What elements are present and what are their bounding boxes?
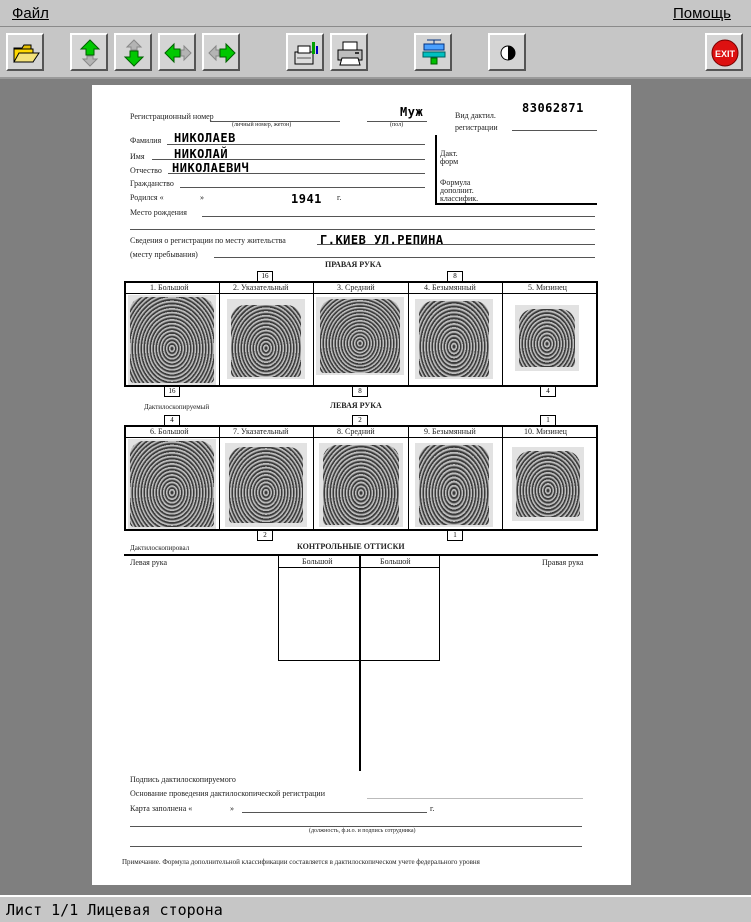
page-left-button[interactable] [158, 33, 196, 71]
menu-help[interactable]: Помощь [673, 5, 731, 22]
card-note: Примечание. Формула дополнительной классификации составляется в дактилоскопическом учете федерального уровня [122, 858, 480, 866]
printer-icon [335, 38, 365, 68]
exit-icon [710, 38, 740, 68]
fingerprint-card [92, 85, 631, 885]
left-finger-9-label: 9. Безымянный [424, 427, 476, 436]
patronymic-value: НИКОЛАЕВИЧ [172, 161, 250, 175]
right-bottom-tab-2: 8 [352, 386, 368, 397]
left-top-tab-3: 1 [540, 415, 556, 426]
residence-value: Г.КИЕВ УЛ.РЕПИНА [320, 233, 444, 247]
exit-icon-label: EXIT [714, 49, 736, 59]
fingerprinter-label: Дактилоскопировал [130, 544, 190, 552]
left-col-div-4 [502, 426, 503, 530]
open-button[interactable] [6, 33, 44, 71]
control-title: КОНТРОЛЬНЫЕ ОТТИСКИ [297, 542, 405, 551]
status-text: Лист 1/1 Лицевая сторона [6, 901, 223, 919]
network-icon [419, 38, 449, 68]
left-finger-6-print [128, 439, 216, 529]
name-label: Имя [130, 152, 145, 161]
surname-line [167, 144, 425, 145]
filled-year: г. [430, 804, 435, 813]
position-sub: (должность, ф.и.о. и подпись сотрудника) [309, 828, 416, 834]
scan-button[interactable] [286, 33, 324, 71]
right-finger-5-label: 5. Мизинец [528, 283, 567, 292]
right-top-tab-2: 8 [447, 271, 463, 282]
birthplace-label: Место рождения [130, 208, 187, 217]
right-top-tab-1: 16 [257, 271, 273, 282]
basis-label: Основание проведения дактилоскопической регистрации [130, 789, 325, 798]
reg-number-label: Регистрационный номер [130, 112, 214, 121]
sex-value: Муж [400, 105, 424, 119]
scanner-icon [291, 38, 321, 68]
birthplace-line [202, 216, 595, 217]
left-col-div-2 [313, 426, 314, 530]
name-value: НИКОЛАЙ [174, 147, 229, 161]
left-finger-10-print [512, 447, 584, 521]
right-finger-4-print [415, 299, 493, 379]
right-col-div-4 [502, 282, 503, 386]
birth-year-suffix: г. [337, 193, 342, 202]
left-hand-title: ЛЕВАЯ РУКА [330, 401, 382, 410]
left-top-tab-2: 2 [352, 415, 368, 426]
reg-number-line [210, 121, 340, 122]
position-line [130, 826, 582, 827]
right-bottom-tab-3: 4 [540, 386, 556, 397]
klassif-label: классифик. [440, 194, 479, 203]
fingerprinted-label: Дактилоскопируемый [144, 403, 210, 411]
patronymic-line [168, 173, 425, 174]
registration-label: регистрации [455, 123, 498, 132]
right-finger-3-print [316, 297, 404, 375]
right-finger-1-label: 1. Большой [150, 283, 189, 292]
stay-line [214, 257, 595, 258]
filled-date-line [242, 812, 427, 813]
sex-sub: (пол) [390, 122, 404, 128]
name-line [152, 159, 425, 160]
surname-value: НИКОЛАЕВ [174, 131, 236, 145]
left-finger-10-label: 10. Мизинец [524, 427, 567, 436]
form-label: форм [440, 157, 459, 166]
control-center-divider [359, 555, 361, 771]
stay-label: (месту пребывания) [130, 250, 198, 259]
left-hand-control-label: Левая рука [130, 558, 168, 567]
right-finger-4-label: 4. Безымянный [424, 283, 476, 292]
left-bottom-tab-2: 1 [447, 530, 463, 541]
filled-label: Карта заполнена « [130, 804, 193, 813]
citizenship-label: Гражданство [130, 179, 174, 188]
dakt-label: Дакт. [440, 149, 458, 158]
right-finger-5-print [515, 305, 579, 371]
formula-label: Формула [440, 178, 471, 187]
right-finger-1-print [128, 295, 216, 385]
reg-number-sub: (личный номер, жетон) [232, 122, 292, 128]
control-left-thumb-label: Большой [302, 557, 333, 566]
card-number: 83062871 [522, 101, 584, 115]
right-finger-3-label: 3. Средний [337, 283, 375, 292]
open-folder-icon [11, 38, 41, 68]
control-right-thumb-label: Большой [380, 557, 411, 566]
left-bottom-tab-1: 2 [257, 530, 273, 541]
position-line-2 [130, 846, 582, 847]
formula-box-left [435, 135, 437, 203]
surname-label: Фамилия [130, 136, 162, 145]
left-finger-7-print [225, 443, 307, 527]
page-down-button[interactable] [114, 33, 152, 71]
right-bottom-tab-1: 16 [164, 386, 180, 397]
contrast-icon [493, 38, 523, 68]
arrow-right-icon [207, 38, 237, 68]
print-button[interactable] [330, 33, 368, 71]
left-finger-8-print [319, 443, 403, 527]
left-top-tab-1: 4 [164, 415, 180, 426]
status-bar [0, 895, 751, 922]
left-col-div-3 [408, 426, 409, 530]
exit-button[interactable] [705, 33, 743, 71]
right-header-divider [125, 293, 597, 294]
dactyl-type-label: Вид дактил. [455, 111, 496, 120]
left-finger-8-label: 8. Средний [337, 427, 375, 436]
page-right-button[interactable] [202, 33, 240, 71]
birth-mid: » [200, 193, 204, 202]
left-header-divider [125, 437, 597, 438]
menu-bar [0, 0, 751, 27]
menu-file[interactable]: Файл [12, 5, 49, 22]
left-col-div-1 [219, 426, 220, 530]
residence-label: Сведения о регистрации по месту жительства [130, 236, 286, 245]
right-col-div-1 [219, 282, 220, 386]
arrow-up-icon [75, 38, 105, 68]
birth-label: Родился « [130, 193, 164, 202]
left-finger-6-label: 6. Большой [150, 427, 189, 436]
filled-mid: » [230, 804, 234, 813]
dopoln-label: дополнит. [440, 186, 474, 195]
right-finger-2-label: 2. Указательный [233, 283, 289, 292]
right-finger-2-print [227, 299, 305, 379]
birth-year-value: 1941 [291, 192, 322, 206]
arrow-down-icon [119, 38, 149, 68]
birthplace-line-2 [130, 229, 595, 230]
right-col-div-2 [313, 282, 314, 386]
toolbar [0, 27, 751, 79]
left-finger-7-label: 7. Указательный [233, 427, 289, 436]
page-up-button[interactable] [70, 33, 108, 71]
signature-label: Подпись дактилоскопируемого [130, 775, 236, 784]
basis-line [367, 798, 583, 799]
right-col-div-3 [408, 282, 409, 386]
registration-line [512, 130, 597, 131]
left-finger-9-print [415, 443, 493, 527]
formula-box-bottom [435, 203, 597, 205]
right-hand-control-label: Правая рука [542, 558, 584, 567]
citizenship-line [180, 187, 425, 188]
contrast-button[interactable] [488, 33, 526, 71]
arrow-left-icon [163, 38, 193, 68]
patronymic-label: Отчество [130, 166, 162, 175]
right-hand-title: ПРАВАЯ РУКА [325, 260, 382, 269]
residence-line [317, 244, 595, 245]
network-button[interactable] [414, 33, 452, 71]
